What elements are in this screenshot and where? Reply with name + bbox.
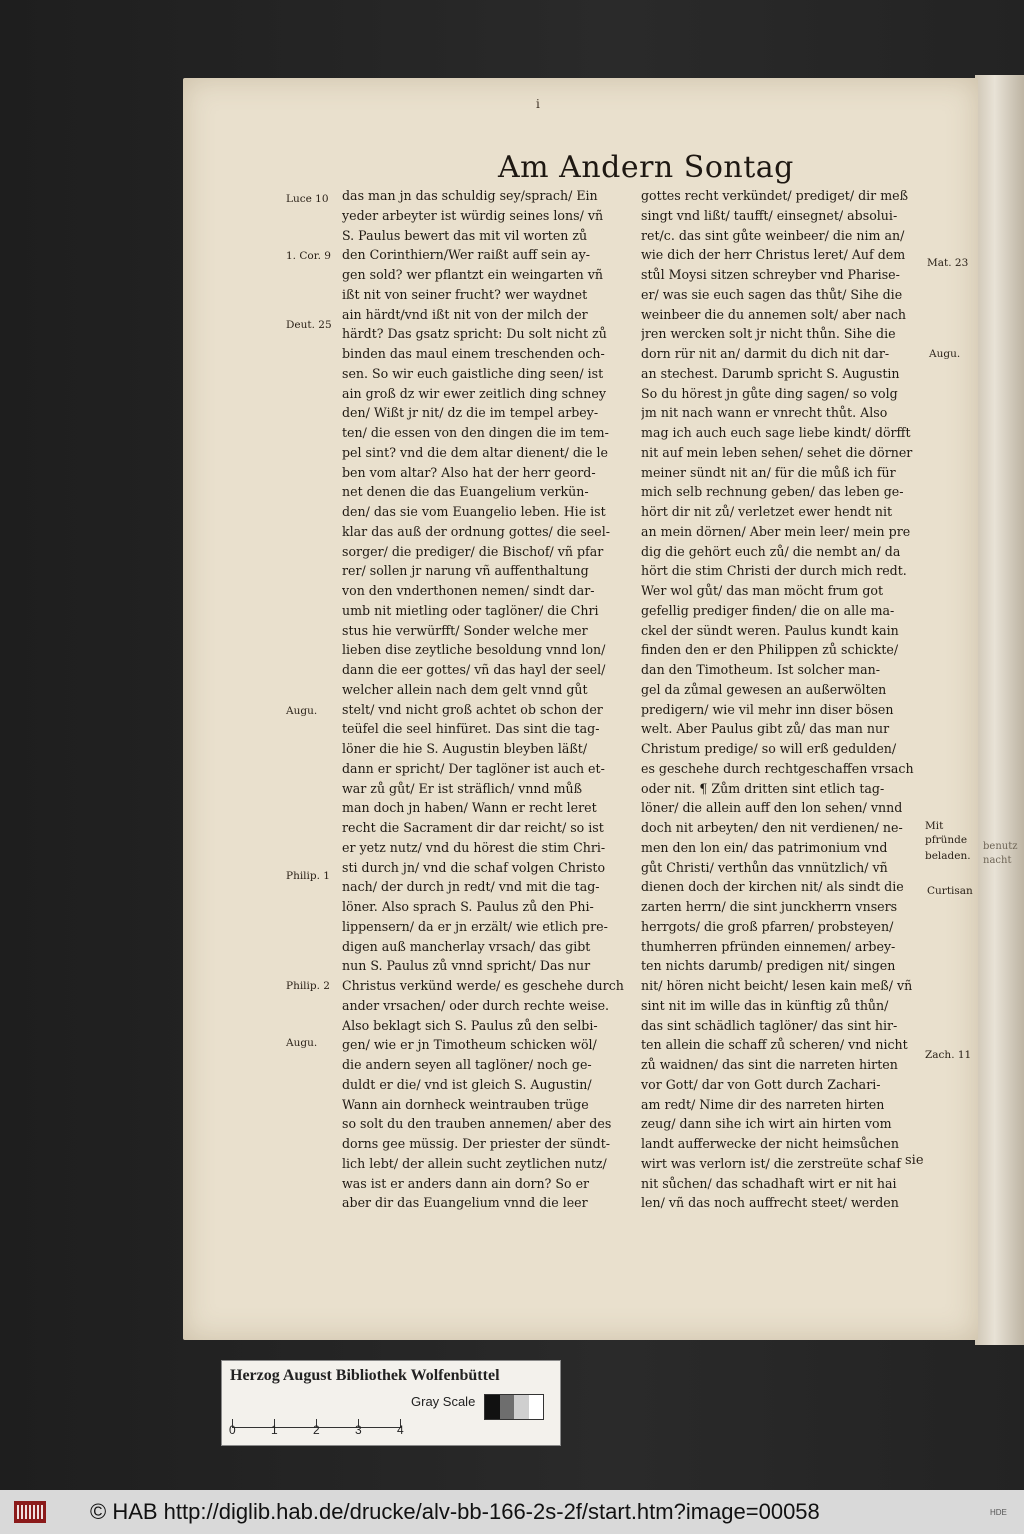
text-line: finden den er den Philippen zů schickte/ [641,642,899,658]
text-line: nun S. Paulus zů vnnd spricht/ Das nur [342,958,591,974]
text-line: so solt du den trauben annemen/ aber des [342,1116,612,1132]
ruler-number: 3 [355,1423,362,1437]
text-line: oder nit. ¶ Zům dritten sint etlich tag- [641,780,885,796]
margin-note: pfründe [925,834,968,846]
margin-note: beladen. [925,850,971,862]
text-line: lieben dise zeytliche besoldung vnnd lon/ [342,642,606,658]
text-line: predigern/ wie vil mehr inn diser bösen [641,701,894,717]
page-header: Am Andern Sontag [498,150,794,185]
gray-scale-patches [484,1394,544,1420]
text-line: nit sůchen/ das schadhaft wirt er nit hai [641,1175,897,1191]
color-calibration-label [221,1360,561,1446]
text-line: ckel der sündt weren. Paulus kundt kain [641,622,899,638]
text-line: pel sint? vnd die dem altar dienent/ die le [342,444,608,460]
text-line: ben vom altar? Also hat der herr geord- [342,464,596,480]
text-line: gen sold? wer pflantzt ein weingarten vñ [342,267,604,282]
text-line: ten allein die schaff zů scheren/ vnd nicht [641,1037,908,1053]
text-line: welcher allein nach dem gelt vnnd gůt [342,681,588,697]
text-line: mich selb rechnung geben/ das leben ge- [641,484,904,500]
margin-note: 1. Cor. 9 [286,250,331,262]
text-line: Wer wol gůt/ das man möcht frum got [641,583,884,598]
facing-page-fragment: nacht [983,855,1012,866]
text-line: Wann ain dornheck weintrauben trüge [342,1096,589,1112]
text-line: nach/ der durch jn redt/ vnd mit die tag- [342,879,600,895]
text-line: an mein dörnen/ Aber mein leer/ mein pre [641,523,911,539]
text-line: dann er spricht/ Der taglöner ist auch et- [342,760,605,776]
gray-patch [485,1395,500,1419]
gray-scale-label: Gray Scale [411,1394,476,1409]
text-line: hört dir nit zů/ verletzet ewer hendt nit [641,504,893,519]
text-line: binden das maul einem treschenden och- [342,346,605,361]
text-line: nit auf mein leben sehen/ sehet die dörner [641,444,913,460]
text-line: jren wercken solt jr nicht thůn. Sihe die [641,326,896,342]
text-line: duldt er die/ vnd ist gleich S. Augustin/ [342,1076,592,1092]
text-line: So du hörest jn gůte ding sagen/ so volg [641,385,898,401]
text-line: aber dir das Euangelium vnnd die leer [342,1195,588,1211]
text-line: wirt was verlorn ist/ die zerstreüte schaf [641,1155,901,1171]
text-line: Also beklagt sich S. Paulus zů den selbi- [342,1017,598,1033]
text-line: zarten herrn/ die sint junckherrn vnsers [641,899,898,914]
text-line: ain groß dz wir ewer zeitlich ding schney [342,385,606,401]
text-line: gefellig prediger finden/ die on alle ma- [641,602,895,618]
text-column-left [342,186,630,1213]
text-line: das sint schädlich taglöner/ das sint hir- [641,1017,898,1033]
text-line: len/ vñ das noch auffrecht steet/ werden [641,1195,899,1211]
text-line: lich lebt/ der allein sucht zeytlichen nutz/ [342,1155,607,1171]
text-line: gůt Christi/ verthůn das vnnützlich/ vñ [641,859,888,875]
text-line: thumherren pfründen einnemen/ arbey- [641,938,896,954]
margin-note: Augu. [286,705,318,717]
ruler-number: 0 [229,1423,236,1437]
text-line: umb nit mietling oder taglöner/ die Chri [342,602,599,618]
text-line: man doch jn haben/ Wann er recht leret [342,800,597,816]
text-line: dorns gee müssig. Der priester der sündt- [342,1136,611,1151]
gray-patch [500,1395,515,1419]
page-number: i [536,97,540,111]
text-line: am redt/ Nime dir des narreten hirten [641,1096,885,1112]
margin-note: Deut. 25 [286,319,332,331]
text-line: dan den Timotheum. Ist solcher man- [641,662,880,677]
text-line: zeug/ dann sihe ich wirt ain hirten vom [641,1116,892,1132]
margin-note: Curtisan [927,885,973,897]
text-line: gel da zůmal gewesen an außerwölten [641,681,887,697]
text-line: das man jn das schuldig sey/sprach/ Ein [342,188,598,203]
text-line: sorger/ die prediger/ die Bischof/ vñ pfar [342,543,604,559]
text-line: ten nichts darumb/ predigen nit/ singen [641,958,896,974]
text-line: vor Gott/ dar von Gott durch Zachari- [641,1076,881,1092]
text-line: hört die stim Christi der durch mich redt. [641,563,907,579]
margin-note: Mit [925,820,944,832]
text-line: stůl Moysi sitzen schreyber vnd Pharise- [641,267,900,282]
footer-bar [0,1490,1024,1534]
text-line: klar das auß der ordnung gottes/ die seel- [342,523,610,539]
library-name: Herzog August Bibliothek Wolfenbüttel [230,1367,500,1384]
text-line: er/ was sie euch sagen das thůt/ Sihe die [641,286,903,302]
text-line: sti durch jn/ vnd die schaf volgen Christo [342,859,606,875]
text-line: an stechest. Darumb spricht S. Augustin [641,365,900,381]
text-line: den/ Wißt jr nit/ dz die im tempel arbey- [342,405,599,421]
text-line: net denen die das Euangelium verkün- [342,484,589,500]
text-line: singt vnd lißt/ taufft/ einsegnet/ absolui- [641,207,898,223]
text-line: löner die hie S. Augustin bleyben läßt/ [342,741,588,756]
facing-page-edge [975,75,1024,1345]
text-line: lippensern/ da er jn erzält/ wie etlich pre- [342,918,608,934]
margin-note: Luce 10 [286,193,329,205]
text-line: ten/ die essen von den dingen die im tem- [342,425,609,440]
text-line: yeder arbeyter ist würdig seines lons/ vñ [342,207,604,223]
text-line: mag ich auch euch sage liebe kindt/ dörfft [641,425,911,440]
text-line: meiner sündt nit an/ für die můß ich für [641,464,896,480]
text-line: zů waidnen/ das sint die narreten hirten [641,1057,898,1072]
text-line: von den vnderthonen nemen/ sindt dar- [342,583,595,598]
text-line: dig die gehört euch zů/ die nembt an/ da [641,543,901,559]
text-line: sen. So wir euch gaistliche ding seen/ ist [342,365,604,381]
footer-copyright-link[interactable]: © HAB http://diglib.hab.de/drucke/alv-bb-166-2s-2f/start.htm?image=00058 [90,1499,820,1524]
margin-note: Augu. [929,348,961,360]
margin-note: Mat. 23 [927,257,969,269]
text-line: ret/c. das sint gůte weinbeer/ die nim an/ [641,227,905,243]
text-line: wie dich der herr Christus leret/ Auf dem [641,247,906,263]
text-line: härdt? Das gsatz spricht: Du solt nicht zů [342,326,607,342]
text-line: dienen doch der kirchen nit/ als sindt die [641,879,904,895]
text-line: den/ das sie vom Euangelio leben. Hie ist [342,504,606,519]
text-line: löner/ die allein auff den lon sehen/ vnnd [641,800,903,816]
margin-note: Augu. [286,1037,318,1049]
text-line: löner. Also sprach S. Paulus zů den Phi- [342,899,594,914]
ruler-number: 4 [397,1423,404,1437]
gray-patch [514,1395,529,1419]
text-line: Christum predige/ so will erß gedulden/ [641,741,897,756]
hab-logo-icon [14,1501,46,1523]
text-line: doch nit arbeyten/ den nit verdienen/ ne- [641,820,903,835]
text-line: nit/ hören nicht beicht/ lesen kain meß/ vñ [641,978,913,993]
text-line: gottes recht verkündet/ prediget/ dir meß [641,188,909,203]
text-line: herrgots/ die groß pfarren/ probsteyen/ [641,918,894,934]
text-column-right [641,186,923,1213]
margin-note: Philip. 1 [286,870,330,882]
gray-patch [529,1395,544,1419]
text-line: landt aufferwecke der nicht heimsůchen [641,1136,899,1151]
text-line: men den lon ein/ das patrimonium vnd [641,839,888,855]
text-line: welt. Aber Paulus gibt zů/ das man nur [641,721,890,737]
text-line: dann die eer gottes/ vñ das hayl der seel/ [342,662,606,677]
text-line: rer/ sollen jr narung vñ auffenthaltung [342,563,589,579]
text-line: war zů gůt/ Er ist sträflich/ vnnd můß [342,780,583,796]
text-line: es geschehe durch rechtgeschaffen vrsach [641,760,914,776]
text-line: er yetz nutz/ vnd du hörest die stim Chri- [342,839,606,855]
text-line: dorn rür nit an/ darmit du dich nit dar- [641,346,890,361]
text-line: gen/ wie er jn Timotheum schicken wöl/ [342,1037,597,1053]
text-line: ißt nit von seiner frucht? wer waydnet [342,286,588,302]
text-line: S. Paulus bewert das mit vil worten zů [342,227,588,243]
ruler-number: 2 [313,1423,320,1437]
text-line: teüfel die seel hinfüret. Das sint die tag- [342,721,600,737]
text-line: recht die Sacrament dir dar reicht/ so ist [342,820,604,835]
footer-mark: HDE [990,1508,1007,1517]
text-line: die andern seyen all taglöner/ noch ge- [342,1057,592,1072]
text-line: jm nit nach wann er vnrecht thůt. Also [641,405,888,421]
margin-note: Philip. 2 [286,980,330,992]
text-line: stus hie verwürfft/ Sonder welche mer [342,622,588,638]
ruler-number: 1 [271,1423,278,1437]
text-line: ain härdt/vnd ißt nit von der milch der [342,306,588,322]
text-line: sint nit im wille das in künftig zů thůn/ [641,997,889,1013]
text-line: was ist er anders dann ain dorn? So er [342,1175,590,1191]
text-line: stelt/ vnd nicht groß achtet ob schon der [342,701,603,717]
text-line: den Corinthiern/Wer raißt auff sein ay- [342,247,590,263]
text-line: weinbeer die du annemen solt/ aber nach [641,306,906,322]
margin-note: Zach. 11 [925,1049,972,1061]
text-line: ander vrsachen/ oder durch rechte weise. [342,997,610,1013]
text-line: Christus verkünd werde/ es geschehe durch [342,978,624,993]
catchword: sie [905,1153,924,1168]
facing-page-fragment: benutz [983,841,1018,852]
text-line: digen auß mancherlay vrsach/ das gibt [342,938,591,954]
